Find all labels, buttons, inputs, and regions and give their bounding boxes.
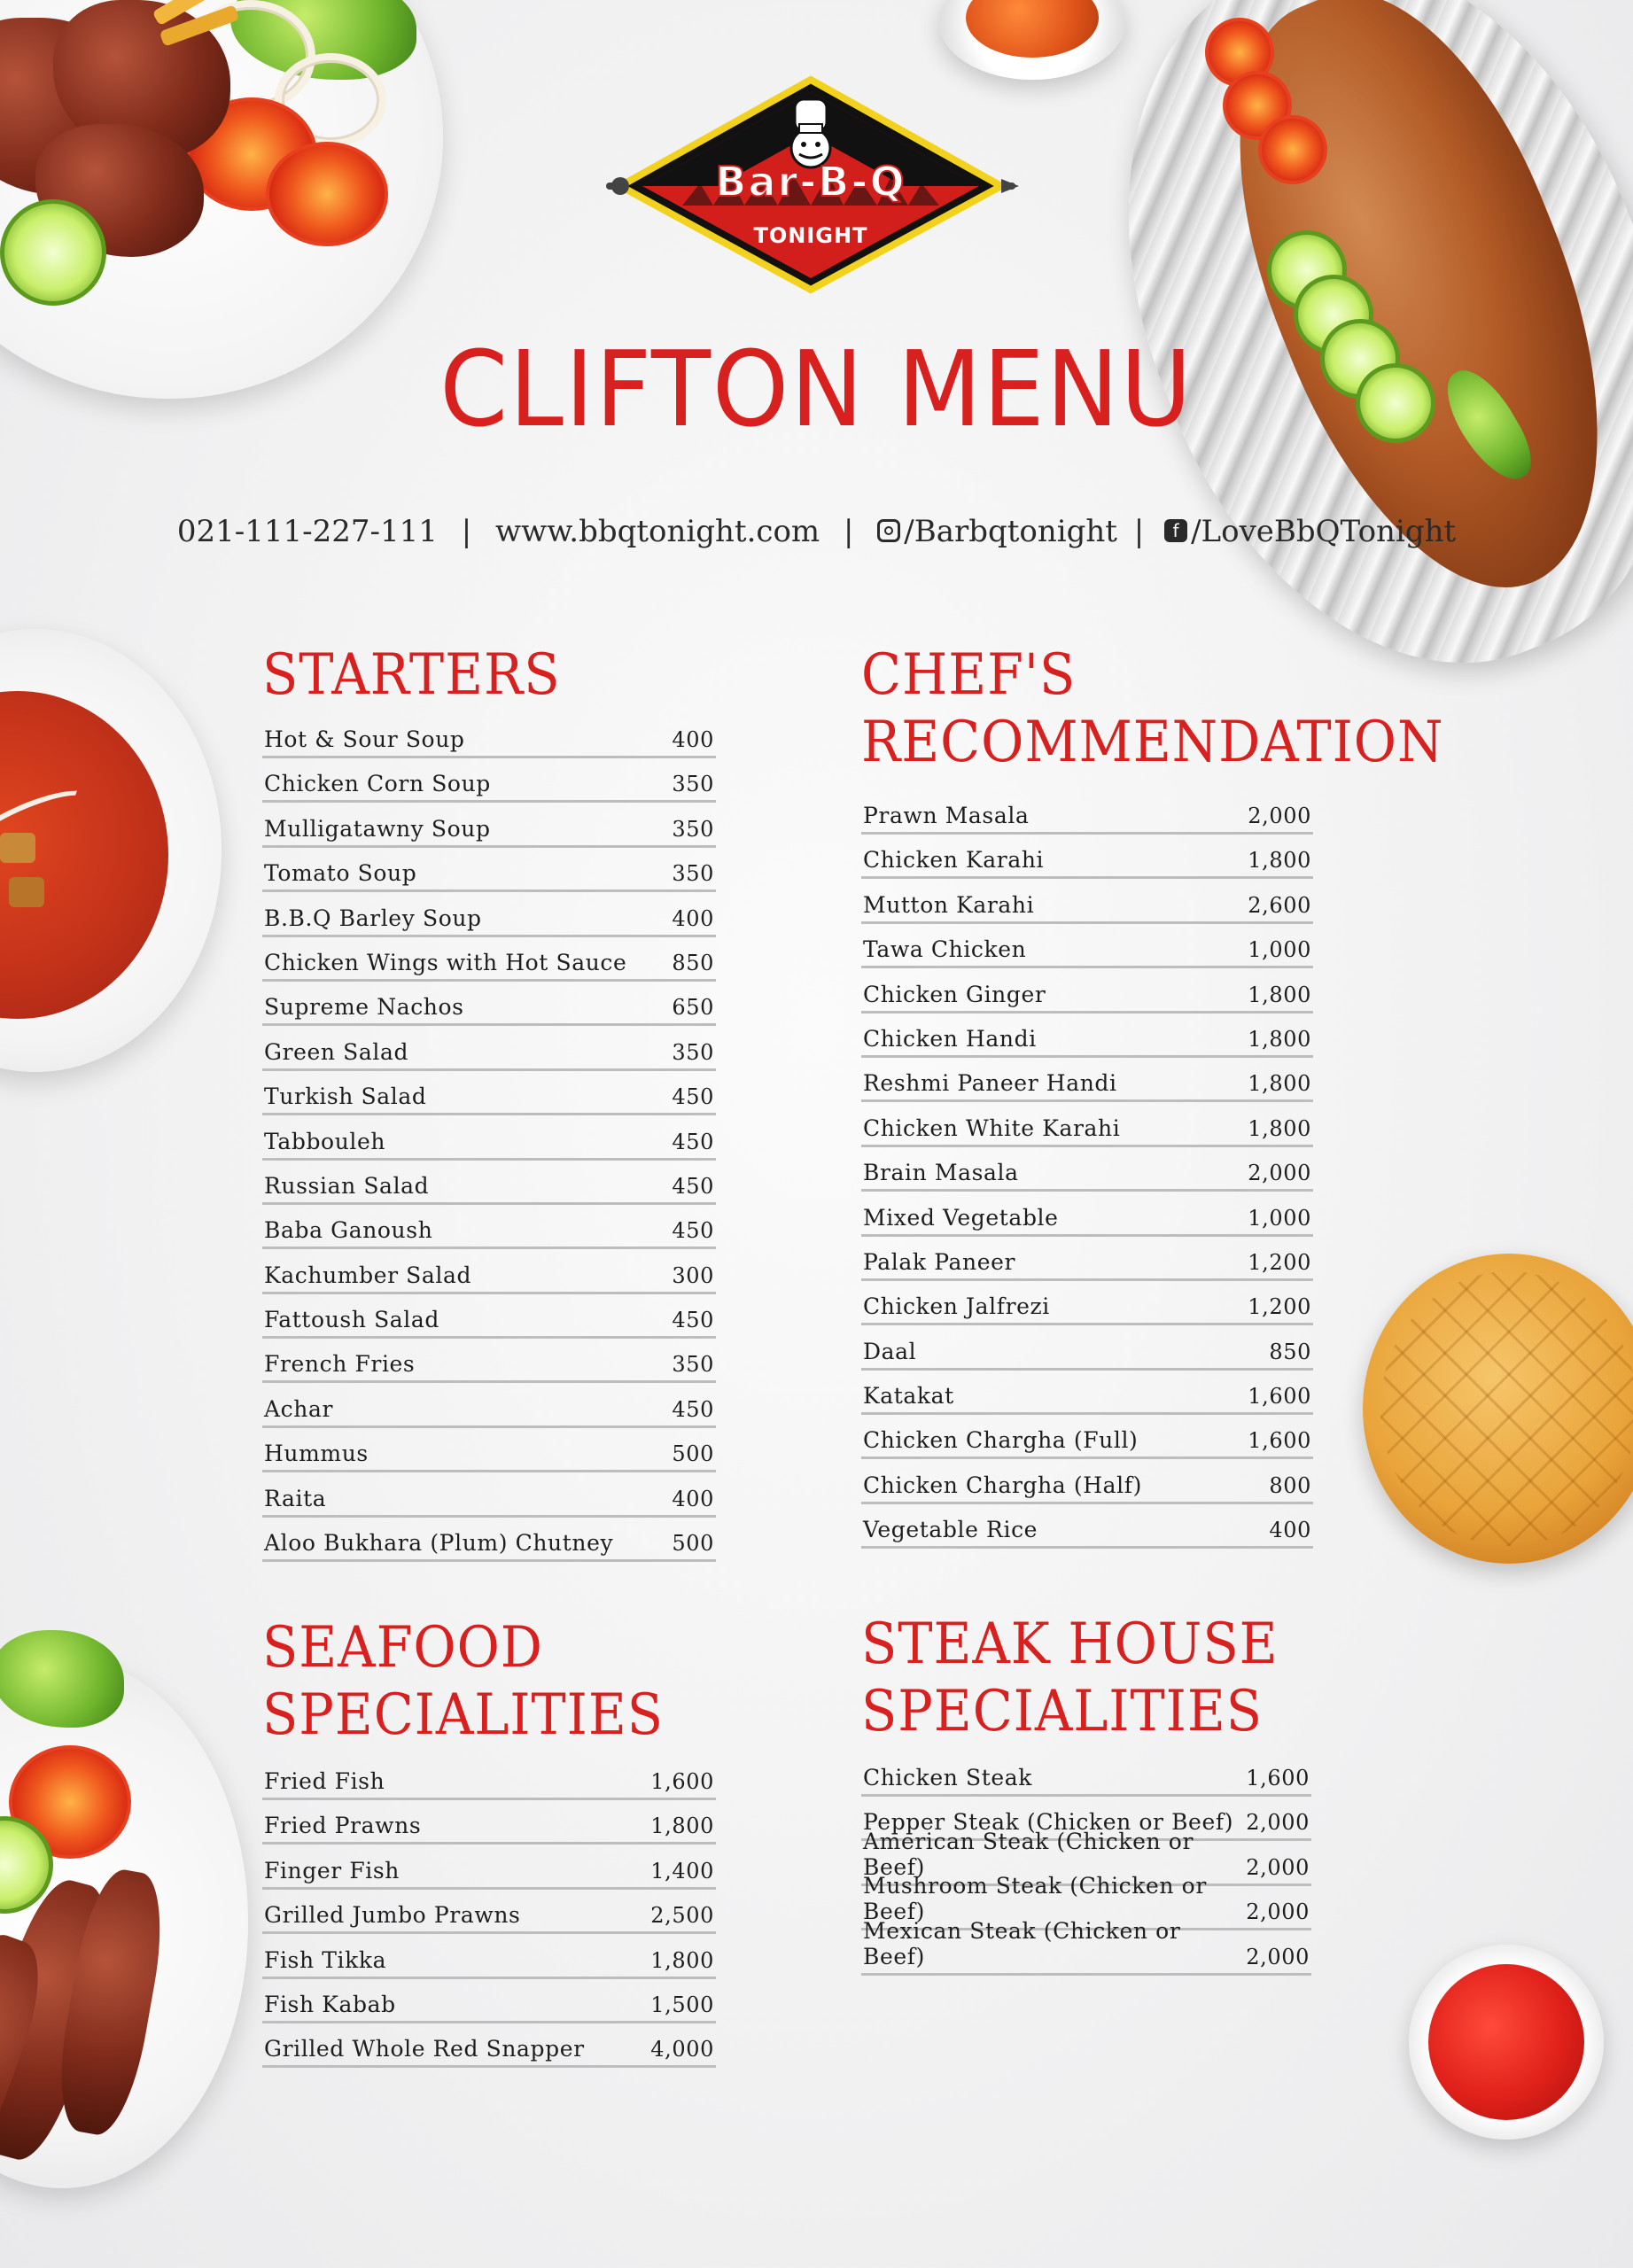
starters-list — [262, 716, 716, 1562]
contact-bar — [0, 514, 1633, 549]
menu-item-price: 500 — [672, 1531, 714, 1557]
menu-item-name: Chicken Wings with Hot Sauce — [264, 949, 627, 975]
menu-item-price: 1,000 — [1248, 937, 1311, 963]
menu-item-name: Mulligatawny Soup — [264, 815, 491, 842]
menu-item-price: 350 — [672, 816, 714, 842]
menu-item-price: 1,800 — [650, 1814, 714, 1839]
menu-item-price: 400 — [672, 1486, 714, 1511]
instagram-handle[interactable]: /Barbqtonight — [904, 514, 1117, 549]
menu-item-name: Tomato Soup — [264, 860, 417, 887]
separator: | — [461, 514, 472, 549]
menu-item-price: 500 — [672, 1441, 714, 1467]
menu-item-name: Chicken Ginger — [863, 981, 1046, 1007]
menu-item-price: 1,800 — [650, 1947, 714, 1973]
menu-item-price: 450 — [672, 1084, 714, 1110]
menu-item — [861, 1283, 1313, 1325]
menu-item — [262, 1758, 716, 1800]
menu-item — [262, 1937, 716, 1979]
menu-item — [262, 805, 716, 848]
section-title: STEAK HOUSE SPECIALITIES — [861, 1612, 1279, 1744]
menu-item-price: 450 — [672, 1218, 714, 1244]
menu-item-name: Chicken Jalfrezi — [863, 1293, 1050, 1320]
menu-item-name: Mutton Karahi — [863, 891, 1035, 918]
page-title: CLIFTON MENU — [439, 328, 1194, 450]
menu-item-name: Kachumber Salad — [264, 1262, 472, 1288]
menu-item-name: Russian Salad — [264, 1172, 430, 1199]
section-chefs-recommendation — [861, 641, 1444, 1551]
menu-item-name: Hot & Sour Soup — [264, 726, 465, 752]
menu-item-price: 1,600 — [1246, 1766, 1310, 1790]
menu-item-price: 4,000 — [650, 2037, 714, 2062]
menu-item-price: 350 — [672, 772, 714, 797]
menu-item-name: Aloo Bukhara (Plum) Chutney — [264, 1530, 614, 1557]
menu-item-name: Chicken Corn Soup — [264, 771, 491, 797]
menu-item — [262, 1207, 716, 1249]
menu-item — [262, 1475, 716, 1518]
menu-item — [262, 1386, 716, 1428]
menu-item-name: Pepper Steak (Chicken or Beef) — [863, 1809, 1234, 1836]
menu-item-price: 1,200 — [1248, 1294, 1311, 1320]
menu-item-price: 2,000 — [1246, 1944, 1310, 1969]
menu-item — [861, 882, 1313, 924]
menu-item — [262, 1162, 716, 1205]
menu-item-name: B.B.Q Barley Soup — [264, 905, 482, 931]
menu-item — [262, 1252, 716, 1294]
menu-item-price: 350 — [672, 1039, 714, 1065]
menu-item-name: Finger Fish — [264, 1857, 400, 1884]
menu-item-price: 400 — [672, 905, 714, 931]
menu-item — [861, 1060, 1313, 1102]
menu-item-name: Chicken Chargha (Full) — [863, 1427, 1139, 1454]
menu-item-price: 850 — [1269, 1339, 1311, 1364]
steak-list — [861, 1754, 1311, 1976]
website-link[interactable]: www.bbqtonight.com — [494, 514, 820, 549]
menu-item — [861, 792, 1313, 835]
instagram-icon — [877, 519, 900, 542]
facebook-icon: f — [1164, 519, 1187, 542]
menu-item — [262, 1340, 716, 1383]
section-steak-house — [861, 1611, 1311, 1977]
menu-item-name: Chicken Handi — [863, 1025, 1037, 1052]
menu-item-price: 350 — [672, 1352, 714, 1378]
menu-item — [262, 850, 716, 892]
menu-item-price: 2,600 — [1248, 892, 1311, 918]
menu-item — [861, 1754, 1311, 1797]
menu-item — [262, 1118, 716, 1161]
menu-item-price: 650 — [672, 995, 714, 1021]
menu-item-name: Green Salad — [264, 1038, 409, 1065]
section-title: SEAFOOD SPECIALITIES — [262, 1615, 665, 1748]
menu-item-name: Katakat — [863, 1383, 954, 1410]
menu-item-price: 300 — [672, 1262, 714, 1288]
menu-item — [262, 1891, 716, 1934]
menu-item — [861, 1149, 1313, 1192]
phone-number[interactable]: 021-111-227-111 — [176, 514, 438, 549]
menu-item-name: Fried Prawns — [264, 1813, 422, 1839]
menu-item — [262, 2025, 716, 2068]
menu-item-price: 1,600 — [1248, 1384, 1311, 1410]
menu-item — [262, 1029, 716, 1071]
menu-item-price: 1,400 — [650, 1858, 714, 1884]
menu-item — [861, 1194, 1313, 1237]
menu-item-name: Fried Fish — [264, 1768, 385, 1794]
menu-item-name: Fish Tikka — [264, 1946, 387, 1973]
menu-item — [262, 895, 716, 937]
menu-item-name: Tawa Chicken — [863, 936, 1027, 963]
menu-item — [861, 1417, 1313, 1459]
menu-item — [262, 716, 716, 758]
menu-item — [262, 939, 716, 982]
menu-item — [262, 760, 716, 803]
menu-item-name: Achar — [264, 1395, 334, 1422]
section-starters — [262, 641, 716, 1564]
menu-item-price: 1,800 — [1248, 1115, 1311, 1141]
menu-item-price: 1,000 — [1248, 1205, 1311, 1231]
separator: | — [1133, 514, 1145, 549]
menu-item-price: 2,500 — [650, 1903, 714, 1929]
menu-item-price: 350 — [672, 861, 714, 887]
menu-item-name: Hummus — [264, 1441, 369, 1467]
menu-item — [861, 1105, 1313, 1147]
chefs-list — [861, 792, 1313, 1549]
brand-logo — [603, 73, 1019, 294]
menu-item-name: Mushroom Steak (Chicken or Beef) — [863, 1873, 1207, 1925]
menu-item-price: 1,200 — [1248, 1249, 1311, 1275]
logo-subtext: TONIGHT — [753, 223, 868, 248]
menu-item — [262, 1847, 716, 1890]
menu-item-name: Mixed Vegetable — [863, 1204, 1059, 1231]
menu-item-price: 800 — [1269, 1472, 1311, 1498]
menu-item — [861, 1917, 1311, 1976]
menu-item-name: Grilled Jumbo Prawns — [264, 1902, 521, 1929]
menu-item-name: Vegetable Rice — [863, 1517, 1038, 1543]
menu-item-price: 450 — [672, 1396, 714, 1422]
menu-item — [861, 926, 1313, 968]
seafood-list — [262, 1758, 716, 2068]
menu-item-name: Chicken Chargha (Half) — [863, 1472, 1142, 1498]
menu-item — [861, 1239, 1313, 1281]
menu-item-name: Grilled Whole Red Snapper — [264, 2036, 585, 2062]
menu-item-name: Fattoush Salad — [264, 1307, 440, 1333]
menu-item-price: 850 — [672, 950, 714, 975]
menu-item-name: Mexican Steak (Chicken or Beef) — [863, 1917, 1181, 1969]
menu-item-price: 1,800 — [1248, 982, 1311, 1007]
menu-item — [861, 1372, 1313, 1415]
menu-item — [262, 1430, 716, 1472]
logo-text: Bar-B-Q — [715, 158, 906, 206]
menu-item-price: 1,600 — [1248, 1428, 1311, 1454]
food-photo-naan — [1363, 1254, 1633, 1573]
menu-item — [861, 971, 1313, 1014]
menu-item-price: 2,000 — [1248, 804, 1311, 828]
menu-item-price: 2,000 — [1246, 1854, 1310, 1880]
food-photo-seekh-kabab — [0, 1621, 284, 2206]
menu-item-name: Brain Masala — [863, 1160, 1019, 1186]
menu-item — [861, 1462, 1313, 1504]
menu-item-name: Turkish Salad — [264, 1084, 427, 1110]
menu-item-price: 1,800 — [1248, 1071, 1311, 1097]
menu-item-name: Palak Paneer — [863, 1248, 1016, 1275]
food-photo-tomato-soup — [0, 629, 230, 1081]
menu-item-name: French Fries — [264, 1351, 416, 1378]
menu-item — [262, 983, 716, 1026]
menu-item — [861, 1328, 1313, 1371]
menu-item — [262, 1073, 716, 1115]
menu-item — [861, 1015, 1313, 1058]
section-title: CHEF'S RECOMMENDATION — [861, 642, 1444, 775]
menu-item-name: Tabbouleh — [264, 1128, 386, 1154]
menu-item-name: Supreme Nachos — [264, 994, 464, 1021]
menu-item-price: 1,600 — [650, 1769, 714, 1794]
menu-item — [262, 1981, 716, 2023]
section-seafood — [262, 1614, 716, 2070]
menu-item-price: 1,500 — [650, 1992, 714, 2017]
menu-item-name: Reshmi Paneer Handi — [863, 1070, 1117, 1097]
menu-item-name: Raita — [264, 1485, 327, 1511]
menu-item — [262, 1519, 716, 1562]
menu-item — [262, 1296, 716, 1339]
food-photo-ketchup-bowl — [1409, 1945, 1613, 2148]
menu-item-name: Daal — [863, 1338, 917, 1364]
menu-item-name: Baba Ganoush — [264, 1217, 433, 1244]
menu-item-price: 1,800 — [1248, 848, 1311, 874]
menu-item — [262, 1802, 716, 1845]
menu-item-name: American Steak (Chicken or Beef) — [863, 1828, 1194, 1880]
facebook-handle[interactable]: /LoveBbQTonight — [1191, 514, 1457, 549]
menu-item-price: 400 — [672, 727, 714, 752]
menu-item-price: 450 — [672, 1173, 714, 1199]
menu-item-name: Chicken White Karahi — [863, 1115, 1121, 1141]
menu-item-name: Chicken Karahi — [863, 847, 1045, 874]
menu-item-price: 2,000 — [1248, 1161, 1311, 1186]
menu-item-price: 450 — [672, 1308, 714, 1333]
menu-item-name: Chicken Steak — [863, 1765, 1033, 1790]
menu-item-price: 1,800 — [1248, 1026, 1311, 1052]
menu-item-price: 450 — [672, 1129, 714, 1154]
separator: | — [843, 514, 854, 549]
menu-item-name: Prawn Masala — [863, 803, 1030, 828]
menu-item — [861, 836, 1313, 879]
section-title: STARTERS — [262, 642, 561, 708]
menu-item-price: 2,000 — [1246, 1810, 1310, 1836]
menu-item-price: 400 — [1269, 1518, 1311, 1543]
menu-item-price: 2,000 — [1246, 1899, 1310, 1925]
menu-item — [861, 1506, 1313, 1549]
menu-item-name: Fish Kabab — [264, 1991, 396, 2017]
